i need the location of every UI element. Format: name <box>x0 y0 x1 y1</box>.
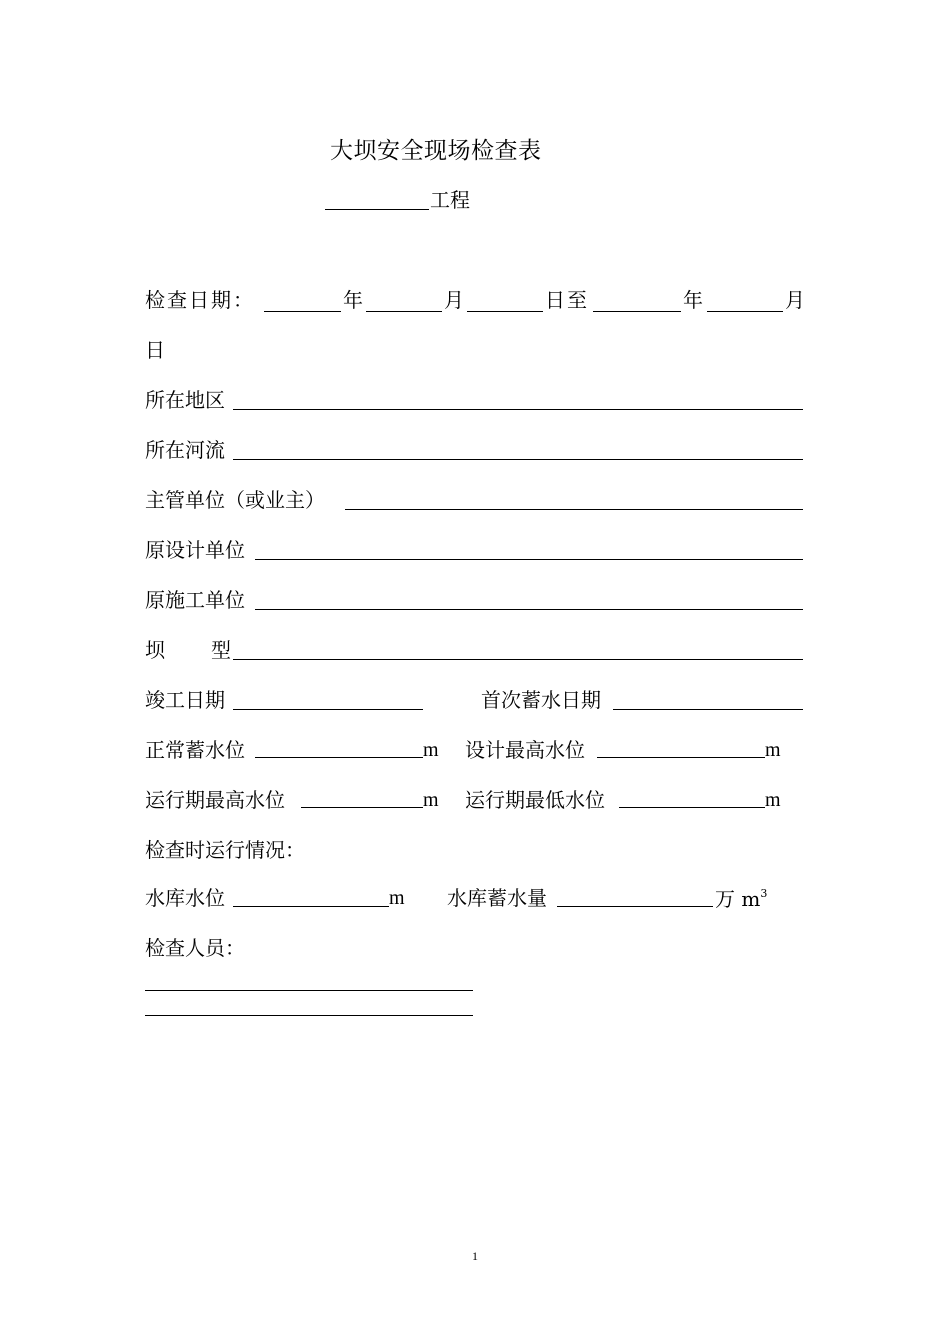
river-blank[interactable] <box>233 459 803 460</box>
day-label-end: 日 <box>145 338 165 362</box>
reservoir-level-unit: m <box>389 887 405 909</box>
op-max-unit: m <box>423 789 439 811</box>
month-label-1: 月 <box>444 288 464 312</box>
owner-label: 主管单位（或业主） <box>145 488 325 512</box>
storage-unit-text: 万 m <box>715 887 761 911</box>
reservoir-level-blank[interactable] <box>233 906 389 907</box>
start-day-blank[interactable] <box>467 311 543 312</box>
designer-label: 原设计单位 <box>145 538 245 562</box>
status-label: 检查时运行情况： <box>145 838 305 862</box>
builder-blank[interactable] <box>255 609 803 610</box>
year-label-2: 年 <box>683 288 703 312</box>
region-blank[interactable] <box>233 409 803 410</box>
op-max-blank[interactable] <box>301 807 423 808</box>
inspector-line-1[interactable] <box>145 990 473 991</box>
completion-label: 竣工日期 <box>145 688 225 712</box>
op-min-blank[interactable] <box>619 807 765 808</box>
end-year-blank[interactable] <box>593 311 681 312</box>
first-storage-blank[interactable] <box>613 709 803 710</box>
design-max-unit: m <box>765 739 781 761</box>
normal-level-blank[interactable] <box>255 757 423 758</box>
end-month-blank[interactable] <box>707 311 783 312</box>
dam-type-label-2: 型 <box>211 638 231 662</box>
dam-type-blank[interactable] <box>233 659 803 660</box>
builder-label: 原施工单位 <box>145 588 245 612</box>
start-month-blank[interactable] <box>366 311 442 312</box>
inspectors-label: 检查人员： <box>145 936 245 960</box>
project-suffix: 工程 <box>430 188 470 212</box>
page-number: 1 <box>472 1249 478 1263</box>
dam-type-label-1: 坝 <box>145 638 165 662</box>
year-label-1: 年 <box>343 288 363 312</box>
project-name-blank[interactable] <box>325 209 429 210</box>
normal-level-label: 正常蓄水位 <box>145 738 245 762</box>
inspector-line-2[interactable] <box>145 1015 473 1016</box>
reservoir-storage-label: 水库蓄水量 <box>447 886 547 910</box>
date-label: 检查日期： <box>145 288 255 312</box>
river-label: 所在河流 <box>145 438 225 462</box>
op-max-label: 运行期最高水位 <box>145 788 285 812</box>
op-min-unit: m <box>765 789 781 811</box>
op-min-label: 运行期最低水位 <box>465 788 605 812</box>
page-title: 大坝安全现场检查表 <box>330 138 542 164</box>
region-label: 所在地区 <box>145 388 225 412</box>
owner-blank[interactable] <box>345 509 803 510</box>
month-label-2: 月 <box>785 288 805 312</box>
day-to-label: 日至 <box>545 288 589 312</box>
design-max-blank[interactable] <box>597 757 765 758</box>
storage-unit <box>715 888 767 909</box>
storage-unit-superscript: 3 <box>760 887 768 900</box>
first-storage-label: 首次蓄水日期 <box>481 688 601 712</box>
design-max-label: 设计最高水位 <box>465 738 585 762</box>
designer-blank[interactable] <box>255 559 803 560</box>
reservoir-storage-blank[interactable] <box>557 906 713 907</box>
normal-level-unit: m <box>423 739 439 761</box>
start-year-blank[interactable] <box>264 311 341 312</box>
completion-blank[interactable] <box>233 709 423 710</box>
reservoir-level-label: 水库水位 <box>145 886 225 910</box>
